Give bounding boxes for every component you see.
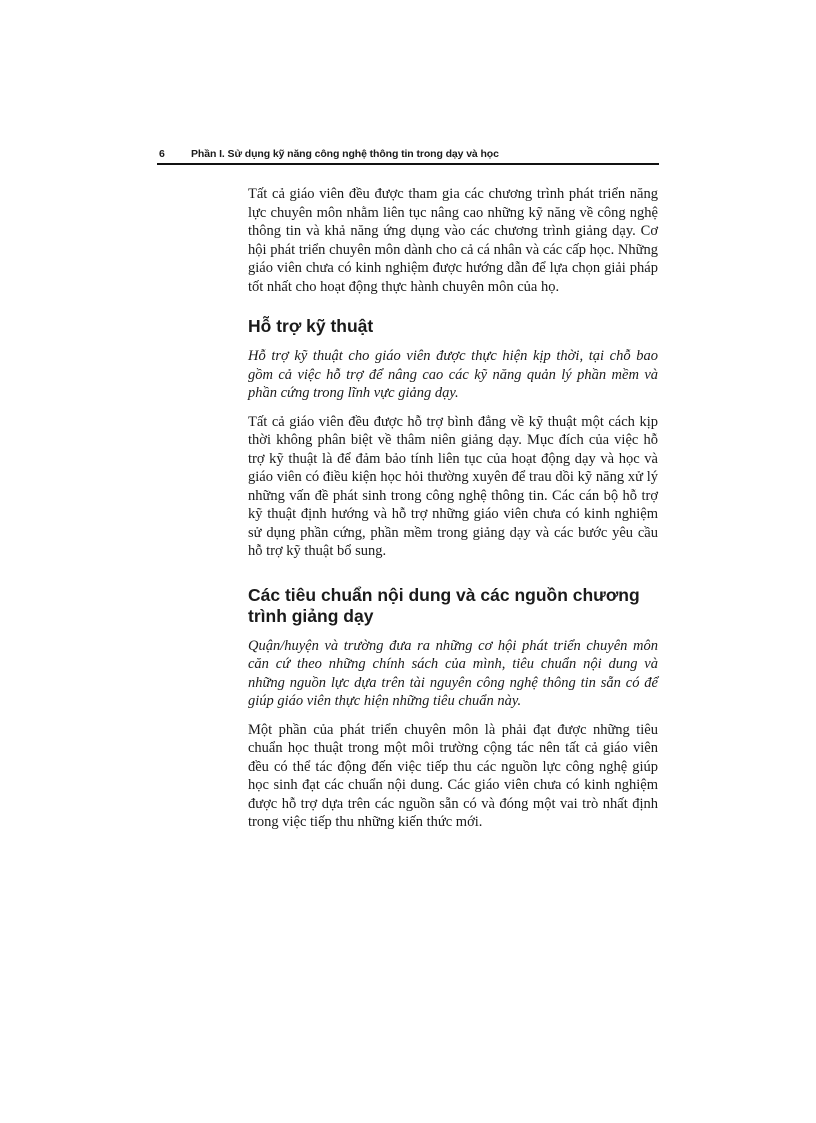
page-header [157,147,659,165]
section-heading-technical-support: Hỗ trợ kỹ thuật [248,316,374,336]
section-body-technical-support: Tất cả giáo viên đều được hỗ trợ bình đẳng về kỹ thuật một cách kịp thời không phân biệt về thâm niên giảng dạy. Mục đích của việc hỗ trợ kỹ thuật là để đảm bảo tính liên tục của hoạt động dạy và học và giáo viên có điều kiện học hỏi thường xuyên để trau dồi kỹ năng xử lý những vấn đề phát sinh trong công nghệ thông tin. Các cán bộ hỗ trợ kỹ thuật định hướng và hỗ trợ những giáo viên chưa có kinh nghiệm sử dụng phần cứng, phần mềm trong giảng dạy và các bước yêu cầu hỗ trợ kỹ thuật bổ sung. [248,413,658,559]
section-heading-content-standards: Các tiêu chuẩn nội dung và các nguồn chương trình giảng dạy [248,584,640,626]
page-number: 6 [159,148,165,160]
running-title: Phần I. Sử dụng kỹ năng công nghệ thông tin trong dạy và học [191,148,499,160]
section-body-content-standards: Một phần của phát triển chuyên môn là phải đạt được những tiêu chuẩn học thuật trong một môi trường cộng tác nên tất cả giáo viên đều có thể tác động đến việc tiếp thu các nguồn lực công nghệ giúp học sinh đạt các chuẩn nội dung. Các giáo viên chưa có kinh nghiệm được hỗ trợ dựa trên các nguồn sẵn có và đóng một vai trò nhất định trong việc tiếp thu những kiến thức mới. [248,721,658,830]
section-intro-content-standards: Quận/huyện và trường đưa ra những cơ hội phát triển chuyên môn căn cứ theo những chính sách của mình, tiêu chuẩn nội dung và những nguồn lực dựa trên tài nguyên công nghệ thông tin sẵn có để giúp giáo viên thực hiện những tiêu chuẩn này. [248,637,658,709]
section-intro-technical-support: Hỗ trợ kỹ thuật cho giáo viên được thực hiện kịp thời, tại chỗ bao gồm cả việc hỗ trợ để nâng cao các kỹ năng quản lý phần mềm và phần cứng trong lĩnh vực giảng dạy. [248,348,658,401]
page-content [248,185,658,842]
intro-paragraph: Tất cả giáo viên đều được tham gia các chương trình phát triển năng lực chuyên môn nhằm liên tục nâng cao những kỹ năng về công nghệ thông tin và khả năng ứng dụng vào các chương trình giảng dạy. Cơ hội phát triển chuyên môn dành cho cả cá nhân và các cấp học. Những giáo viên chưa có kinh nghiệm được hướng dẫn để lựa chọn giải pháp tốt nhất cho hoạt động thực hành chuyên môn của họ. [248,186,658,295]
